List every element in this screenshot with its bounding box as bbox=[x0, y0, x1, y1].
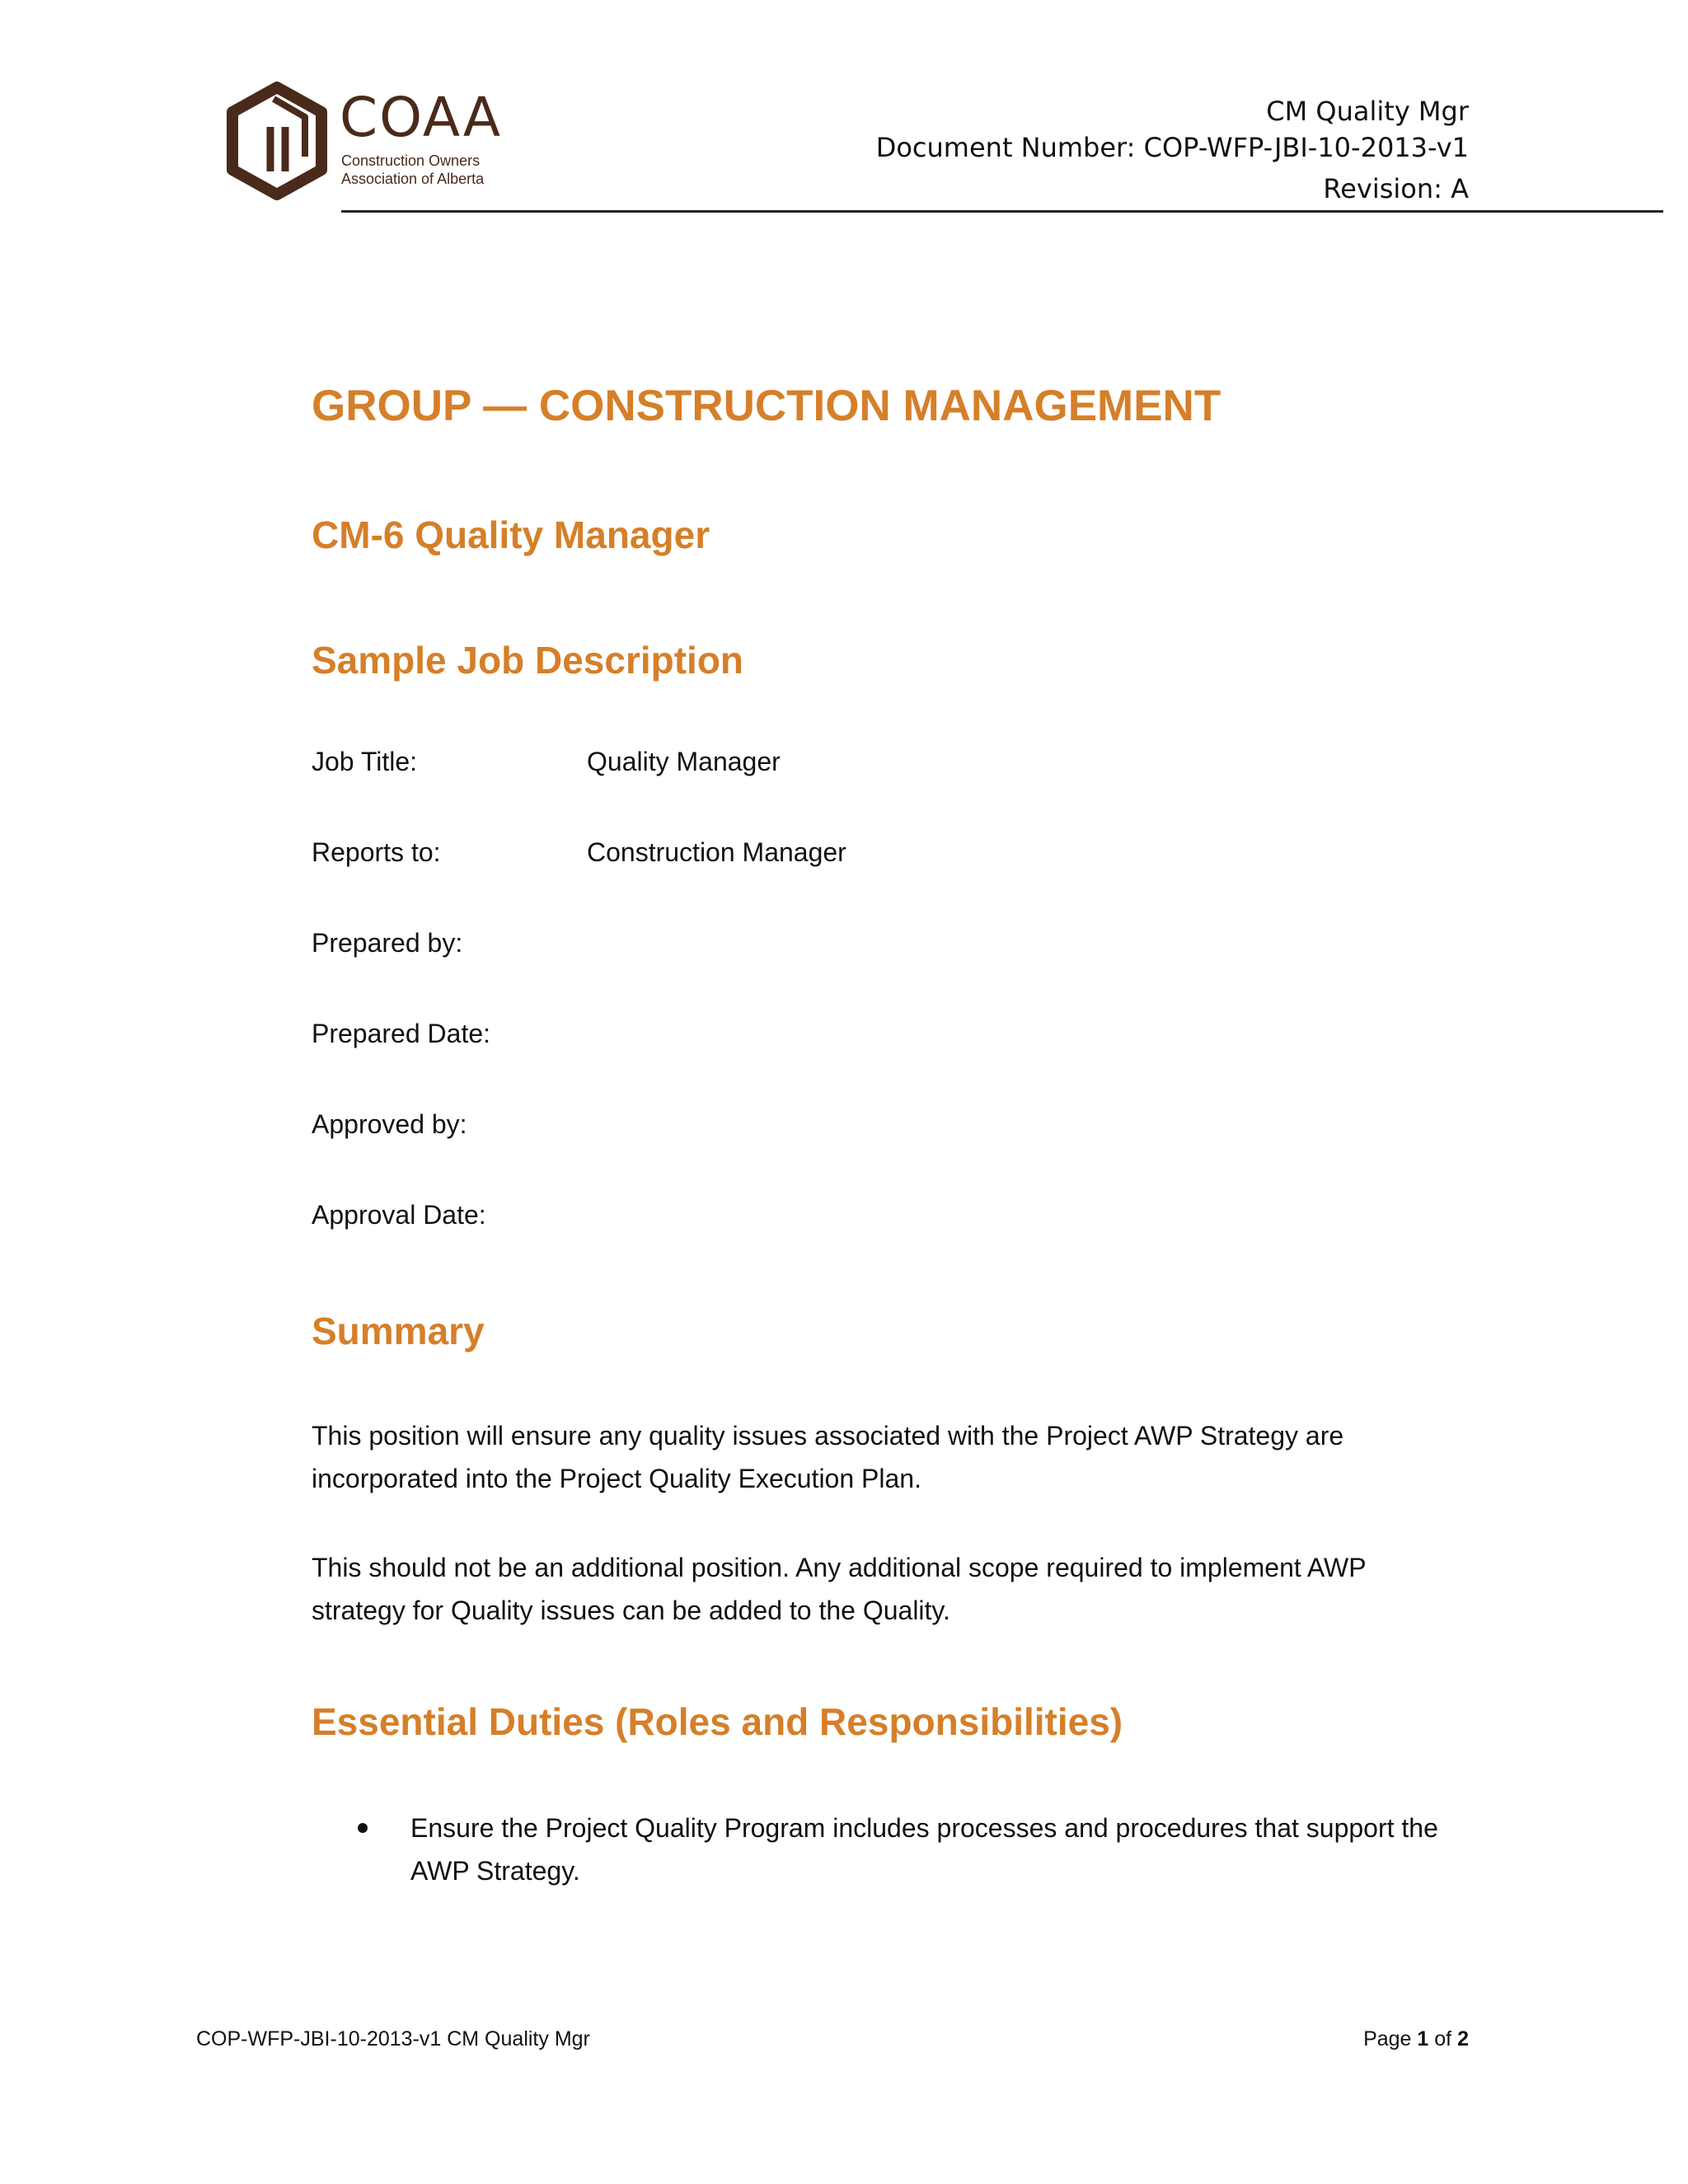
logo-subtitle-line1: Construction Owners bbox=[341, 152, 481, 169]
summary-paragraph-1: This position will ensure any quality issues associated with the Project AWP Strategy are incorporated into the Project Quality Execution Plan. bbox=[312, 1421, 1344, 1493]
footer-page-number bbox=[1363, 2027, 1469, 2051]
doc-number-value: COP-WFP-JBI-10-2013-v1 bbox=[1143, 132, 1469, 163]
doc-number-label: Document Number: bbox=[875, 132, 1144, 163]
field-label-prepared-date: Prepared Date: bbox=[312, 1019, 491, 1048]
field-label-reports-to: Reports to: bbox=[312, 837, 441, 867]
field-value-job-title: Quality Manager bbox=[587, 747, 781, 776]
footer-page-total: 2 bbox=[1457, 2027, 1469, 2050]
field-label-approval-date: Approval Date: bbox=[312, 1200, 486, 1230]
footer-page-current: 1 bbox=[1417, 2027, 1429, 2050]
field-label-approved-by: Approved by: bbox=[312, 1109, 467, 1139]
sample-heading: Sample Job Description bbox=[312, 639, 744, 682]
header-document-number bbox=[876, 132, 1469, 163]
duties-heading: Essential Duties (Roles and Responsibilities) bbox=[312, 1700, 1123, 1743]
header-revision: Revision: A bbox=[1323, 173, 1469, 204]
field-label-prepared-by: Prepared by: bbox=[312, 928, 463, 958]
group-heading: GROUP — CONSTRUCTION MANAGEMENT bbox=[312, 382, 1221, 430]
coaa-logo bbox=[224, 81, 504, 204]
duties-list bbox=[354, 1807, 1475, 1892]
footer-of-word: of bbox=[1434, 2027, 1452, 2050]
position-heading: CM-6 Quality Manager bbox=[312, 513, 710, 556]
footer-document-id: COP-WFP-JBI-10-2013-v1 CM Quality Mgr bbox=[196, 2027, 590, 2050]
summary-heading: Summary bbox=[312, 1310, 485, 1352]
hexagon-logo-icon bbox=[224, 81, 330, 204]
summary-paragraph-2: This should not be an additional position. Any additional scope required to implement AWP strategy for Quality issues can be added to the Quality. bbox=[312, 1553, 1367, 1625]
logo-wordmark: COAA bbox=[340, 86, 503, 149]
footer-page-word: Page bbox=[1363, 2027, 1412, 2050]
duty-text: Ensure the Project Quality Program includes processes and procedures that support the AWP Strategy. bbox=[410, 1813, 1438, 1886]
field-value-reports-to: Construction Manager bbox=[587, 837, 846, 867]
list-item bbox=[354, 1807, 1475, 1892]
header-divider bbox=[341, 210, 1663, 213]
field-label-job-title: Job Title: bbox=[312, 747, 418, 776]
bullet-icon bbox=[358, 1823, 368, 1833]
logo-subtitle-line2: Association of Alberta bbox=[341, 171, 485, 187]
header-document-title: CM Quality Mgr bbox=[1266, 96, 1469, 127]
